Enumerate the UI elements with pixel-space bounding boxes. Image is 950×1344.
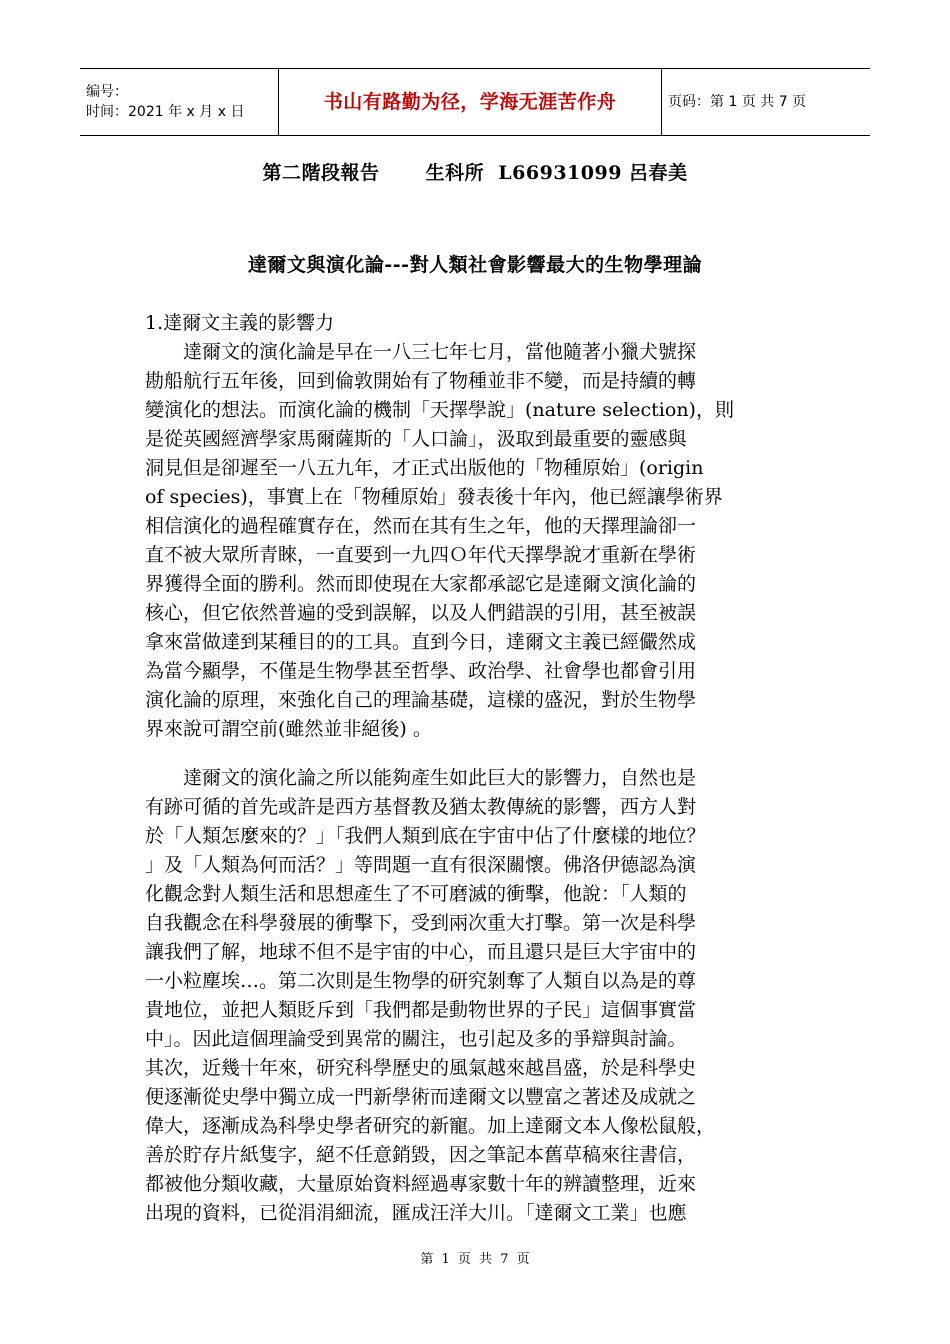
document-title: 達爾文與演化論---對人類社會影響最大的生物學理論 [247,254,703,276]
report-title: 第二階段報告 生科所 L66931099 呂春美 [262,162,688,184]
text-line: 其次，近幾十年來，研究科學歷史的風氣越來越昌盛，於是科學史 [145,1057,697,1079]
text-line: 化觀念對人類生活和思想產生了不可磨滅的衝擊，他說：「人類的 [145,883,687,905]
text-line: 直不被大眾所青睞，一直要到一九四Ｏ年代天擇學說才重新在學術 [145,544,697,566]
text-line: 中」。因此這個理論受到異常的關注，也引起及多的爭辯與討論。 [145,1028,687,1050]
page-footer: 第 1 页 共 7 页 [420,1252,530,1267]
time-label: 时间：2021 年 x 月 x 日 [86,104,245,120]
text-line: 一小粒塵埃…。第二次則是生物學的研究剝奪了人類自以為是的尊 [145,970,697,992]
text-line: 偉大，逐漸成為科學史學者研究的新寵。加上達爾文本人像松鼠般， [145,1115,716,1137]
text-line: 自我觀念在科學發展的衝擊下，受到兩次重大打擊。第一次是科學 [145,912,697,934]
text-line: 核心，但它依然普遍的受到誤解，以及人們錯誤的引用，甚至被誤 [145,602,697,624]
page-info: 页码：第 1 页 共 7 页 [662,69,871,136]
text-line: of species)，事實上在「物種原始」發表後十年內，他已經讓學術界 [145,486,723,508]
text-line: 是從英國經濟學家馬爾薩斯的「人口論」，汲取到最重要的靈感與 [145,428,687,450]
text-line: 演化論的原理，來強化自己的理論基礎，這樣的盛況，對於生物學 [145,689,697,711]
text-line: 都被他分類收藏，大量原始資料經過專家數十年的辨讀整理，近來 [145,1173,697,1195]
motto: 书山有路勤为径，学海无涯苦作舟 [279,69,662,136]
text-line: 讓我們了解，地球不但不是宇宙的中心，而且還只是巨大宇宙中的 [145,941,697,963]
text-line: 達爾文的演化論是早在一八三七年七月，當他隨著小獵犬號探 [145,341,697,363]
section-heading: 1.達爾文主義的影響力 [145,312,335,334]
paragraph-1 [145,338,810,744]
text-line: 出現的資料，已從涓涓細流，匯成汪洋大川。「達爾文工業」也應 [145,1202,687,1224]
number-label: 编号： [86,84,128,100]
text-line: 勘船航行五年後，回到倫敦開始有了物種並非不變，而是持續的轉 [145,370,697,392]
text-line: 相信演化的過程確實存在，然而在其有生之年，他的天擇理論卻一 [145,515,697,537]
text-line: 為當今顯學，不僅是生物學甚至哲學、政治學、社會學也都會引用 [145,660,697,682]
paragraph-2 [145,764,810,1228]
text-line: 變演化的想法。而演化論的機制「天擇學說」(nature selection)，則 [145,399,734,421]
text-line: 貴地位，並把人類貶斥到「我們都是動物世界的子民」這個事實當 [145,999,697,1021]
text-line: 拿來當做達到某種目的的工具。直到今日，達爾文主義已經儼然成 [145,631,697,653]
text-line: 界來說可謂空前(雖然並非絕後) 。 [145,718,432,740]
header-meta [80,69,279,136]
text-line: 於「人類怎麼來的？」「我們人類到底在宇宙中佔了什麼樣的地位？ [145,825,706,847]
text-line: 」及「人類為何而活？」等問題一直有很深關懷。佛洛伊德認為演 [145,854,697,876]
text-line: 善於貯存片紙隻字，絕不任意銷毀，因之筆記本舊草稿來往書信， [145,1144,697,1166]
document-header [80,68,870,136]
text-line: 有跡可循的首先或許是西方基督教及猶太教傳統的影響，西方人對 [145,796,697,818]
text-line: 便逐漸從史學中獨立成一門新學術而達爾文以豐富之著述及成就之 [145,1086,697,1108]
text-line: 界獲得全面的勝利。然而即使現在大家都承認它是達爾文演化論的 [145,573,697,595]
text-line: 達爾文的演化論之所以能夠產生如此巨大的影響力，自然也是 [145,767,697,789]
text-line: 洞見但是卻遲至一八五九年，才正式出版他的「物種原始」(origin [145,457,704,479]
